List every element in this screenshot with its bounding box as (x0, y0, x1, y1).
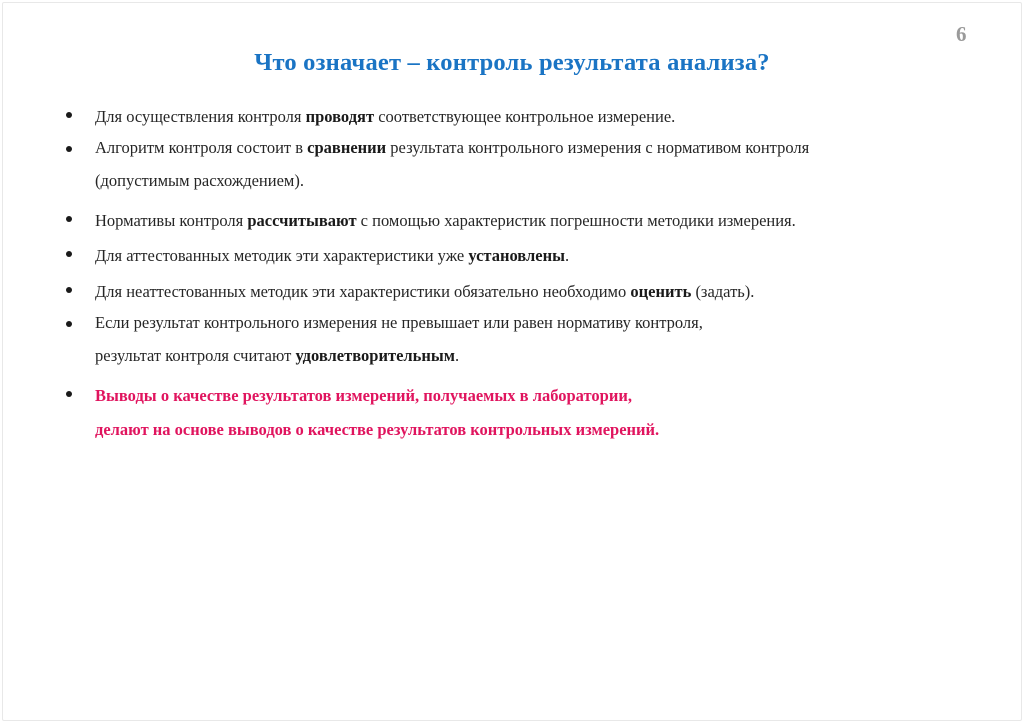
text-segment: (допустимым расхождением). (95, 171, 304, 190)
text-segment: . (455, 346, 460, 365)
bullet-dot-icon (66, 321, 72, 327)
bullet-dot-icon (66, 216, 72, 222)
bold-term: рассчитывают (247, 211, 357, 230)
bullet-dot-icon (66, 146, 72, 152)
bold-term: удовлетворительным (295, 346, 455, 365)
page-number: 6 (956, 22, 967, 46)
bullet-line (95, 339, 459, 372)
bold-term: проводят (305, 107, 375, 126)
bold-term: сравнении (307, 138, 387, 157)
text-segment: Алгоритм контроля состоит в (95, 138, 308, 157)
bullet-line (95, 306, 703, 339)
bullet-line (95, 275, 754, 308)
bullet-line (95, 131, 809, 164)
conclusion-line: делают на основе выводов о качестве результатов контрольных измерений. (95, 420, 660, 439)
text-segment: результат контроля считают (95, 346, 296, 365)
text-segment: . (564, 246, 570, 265)
text-segment: Для неаттестованных методик эти характеристики обязательно необходимо (95, 282, 631, 301)
text-segment: Для осуществления контроля (95, 107, 306, 126)
text-segment: (задать). (691, 282, 755, 301)
bullet-line (95, 239, 569, 272)
text-segment: Если результат контрольного измерения не превышает или равен нормативу контроля, (95, 313, 703, 332)
text-segment: с помощью характеристик погрешности методики измерения. (356, 211, 796, 230)
bullet-line (95, 100, 675, 133)
bullet-dot-icon (66, 391, 72, 397)
text-segment: Нормативы контроля (95, 211, 248, 230)
slide-title: Что означает – контроль результата анализа? (254, 49, 770, 76)
bullet-line (95, 204, 796, 237)
bold-term: установлены (468, 246, 565, 265)
text-segment: результата контрольного измерения с нормативом контроля (386, 138, 810, 157)
conclusion-line: Выводы о качестве результатов измерений, получаемых в лаборатории, (95, 386, 632, 405)
text-segment: соответствующее контрольное измерение. (374, 107, 676, 126)
text-segment: Для аттестованных методик эти характеристики уже (95, 246, 469, 265)
bullet-dot-icon (66, 287, 72, 293)
bullet-dot-icon (66, 112, 72, 118)
bold-term: оценить (630, 282, 692, 301)
bullet-dot-icon (66, 251, 72, 257)
bullet-line (95, 164, 304, 197)
